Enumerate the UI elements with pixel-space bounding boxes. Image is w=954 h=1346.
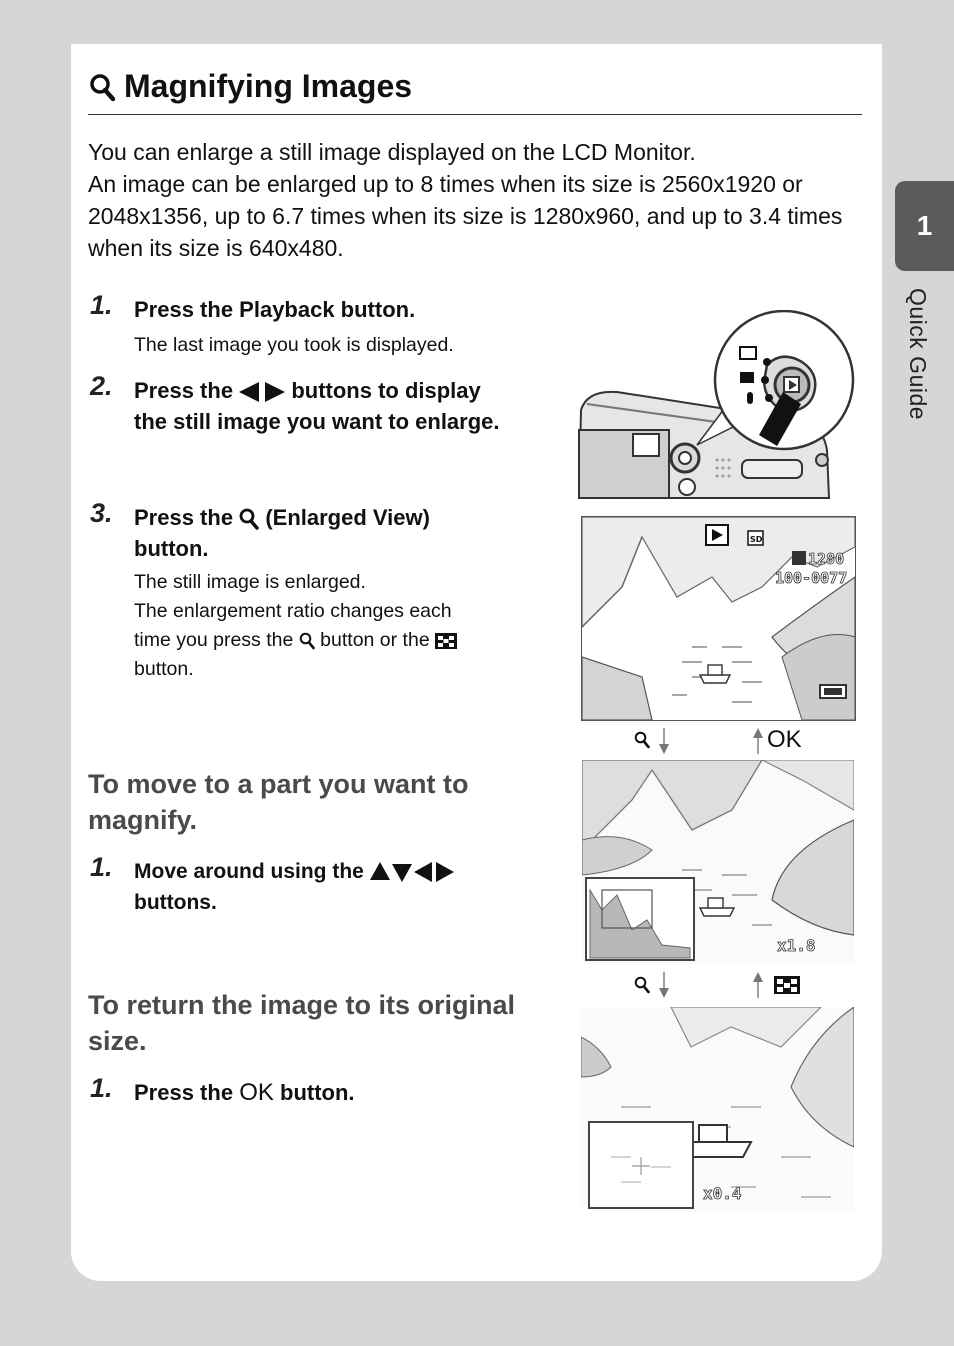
thumbnail-icon [435,633,457,649]
playback-screen [581,516,856,721]
step-heading-text: buttons. [134,891,217,914]
section-heading-move [88,766,548,838]
intro-line: An image can be enlarged up to 8 times when its size is 2560x1920 or 2048x1356, up to 6.7 times when its size is 1280x960, and up to 3.4 times when its size is 640x480. [88,171,843,261]
four-way-arrows-icon [370,862,454,882]
step-heading [134,1077,554,1108]
step-heading-text: Move around using the [134,860,364,883]
thumbnail-icon [774,976,800,994]
step-number: 3. [90,498,113,528]
chapter-tab [895,181,954,271]
side-label: Quick Guide [905,288,931,421]
step-body-line: The still image is enlarged. [134,571,366,593]
step-number: 1. [90,1073,113,1103]
step-heading-text: Press the [134,505,234,530]
step-heading: Press the Playback button. [134,297,416,322]
step-heading-text: Press the [134,1080,234,1105]
arrow-down-icon [658,972,670,998]
step-heading-text: Press the [134,378,234,403]
page-title: Magnifying Images [124,68,413,104]
magnified-screen [581,1007,854,1211]
magnify-icon [299,632,315,650]
step-body-line: button or the [320,629,430,651]
step-number: 1. [90,290,113,320]
section-heading-return [88,987,558,1059]
magnify-icon [634,731,650,749]
step-heading [134,502,554,564]
section-heading-text: size. [88,1026,147,1056]
ok-label: OK [767,726,802,753]
page-title-bar [88,66,862,115]
step-heading-text: button. [134,536,209,561]
intro-text [88,136,868,264]
zoom-ratio-label: x0.4 [703,1184,742,1203]
step-heading [134,375,574,437]
intro-line: You can enlarge a still image displayed on the LCD Monitor. [88,139,696,165]
magnify-icon [90,74,116,102]
arrow-down-icon [658,728,670,754]
step-heading-text: (Enlarged View) [265,505,430,530]
magnify-icon [239,508,259,530]
arrow-up-icon [752,972,764,998]
zoom-ratio-label: x1.8 [777,936,816,955]
resolution-label: 1280 [808,550,845,568]
chapter-number: 1 [916,210,933,241]
magnify-icon [634,976,650,994]
step-body-line: The enlargement ratio changes each [134,600,452,622]
sd-label: SD [750,535,763,544]
step-body [134,568,554,684]
file-number-label: 100-0077 [775,569,848,587]
step-heading-text: button. [280,1080,355,1105]
step-body: The last image you took is displayed. [134,334,454,356]
section-heading-text: To move to a part you want to [88,769,469,799]
step-heading-text: buttons to display [291,378,481,403]
section-heading-text: To return the image to its original [88,990,516,1020]
step-heading-text: the still image you want to enlarge. [134,409,500,434]
arrow-up-icon [752,728,764,754]
step-number: 2. [90,371,113,401]
step-body-line: time you press the [134,629,294,651]
section-heading-text: magnify. [88,805,198,835]
left-right-arrows-icon [239,382,285,402]
step-heading [134,856,554,918]
step-number: 1. [90,852,113,882]
enlarged-screen [582,760,854,964]
step-body-line: button. [134,658,194,680]
camera-illustration [577,310,857,500]
ok-button-label: OK [239,1079,274,1106]
